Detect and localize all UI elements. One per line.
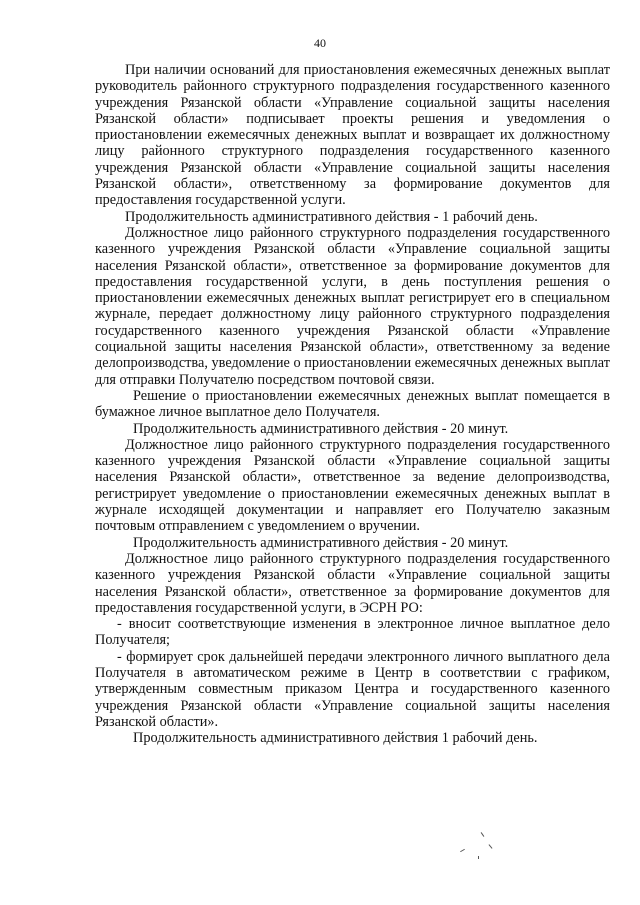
paragraph-duration-2: Продолжительность административного действия - 20 минут.	[133, 420, 509, 437]
list-item-transfer-schedule: - формирует срок дальнейшей передачи электронного личного выплатного дела Получателя в автоматическом режиме в Центр в соответствии с графиком, утвержденным совместным приказом Центра и государственного казенного учреждения Рязанской области «Управление социальной защиты населения Рязанской области».	[95, 648, 610, 730]
paragraph-duration-3: Продолжительность административного действия - 20 минут.	[133, 534, 509, 551]
scan-mark	[478, 856, 479, 859]
document-body	[95, 62, 610, 746]
paragraph-esrn-actions: Должностное лицо районного структурного подразделения государственного казенного учреждения Рязанской области «Управление социальной защиты населения Рязанской области», ответственное за формирование документов для предоставления государственной услуги, в ЭСРН РО:	[95, 550, 610, 616]
paragraph-suspension-signing: При наличии оснований для приостановления ежемесячных денежных выплат руководитель районного структурного подразделения государственного казенного учреждения Рязанской области «Управление социальной защиты населения Рязанской области» подписывает проекты решения и уведомления о приостановлении ежемесячных денежных выплат и возвращает их должностному лицу районного структурного подразделения государственного казенного учреждения Рязанской области «Управление социальной защиты населения Рязанской области», ответственному за формирование документов для предоставления государственной услуги.	[95, 62, 610, 209]
paragraph-decision-filing: Решение о приостановлении ежемесячных денежных выплат помещается в бумажное личное выплатное дело Получателя.	[95, 387, 610, 421]
scan-mark	[460, 849, 465, 852]
paragraph-decision-registration: Должностное лицо районного структурного подразделения государственного казенного учреждения Рязанской области «Управление социальной защиты населения Рязанской области», ответственное за формирование документов для предоставления государственной услуги, в день поступления решения о приостановлении ежемесячных денежных выплат регистрирует его в специальном журнале, передает должностному лицу районного структурного подразделения государственного казенного учреждения Рязанской области «Управление социальной защиты населения Рязанской области», ответственному за ведение делопроизводства, уведомление о приостановлении ежемесячных денежных выплат для отправки Получателю посредством почтовой связи.	[95, 224, 610, 388]
paragraph-duration-1: Продолжительность административного действия - 1 рабочий день.	[125, 208, 538, 225]
scan-mark	[481, 832, 485, 837]
paragraph-duration-4: Продолжительность административного действия 1 рабочий день.	[133, 730, 538, 747]
list-item-edit-record: - вносит соответствующие изменения в электронное личное выплатное дело Получателя;	[95, 616, 610, 649]
paragraph-notice-dispatch: Должностное лицо районного структурного подразделения государственного казенного учреждения Рязанской области «Управление социальной защиты населения Рязанской области», ответственное за ведение делопроизводства, регистрирует уведомление о приостановлении ежемесячных денежных выплат в журнале исходящей документации и направляет его Получателю заказным почтовым отправлением с уведомлением о вручении.	[95, 436, 610, 535]
scan-mark	[489, 844, 493, 848]
page-number: 40	[314, 36, 326, 50]
